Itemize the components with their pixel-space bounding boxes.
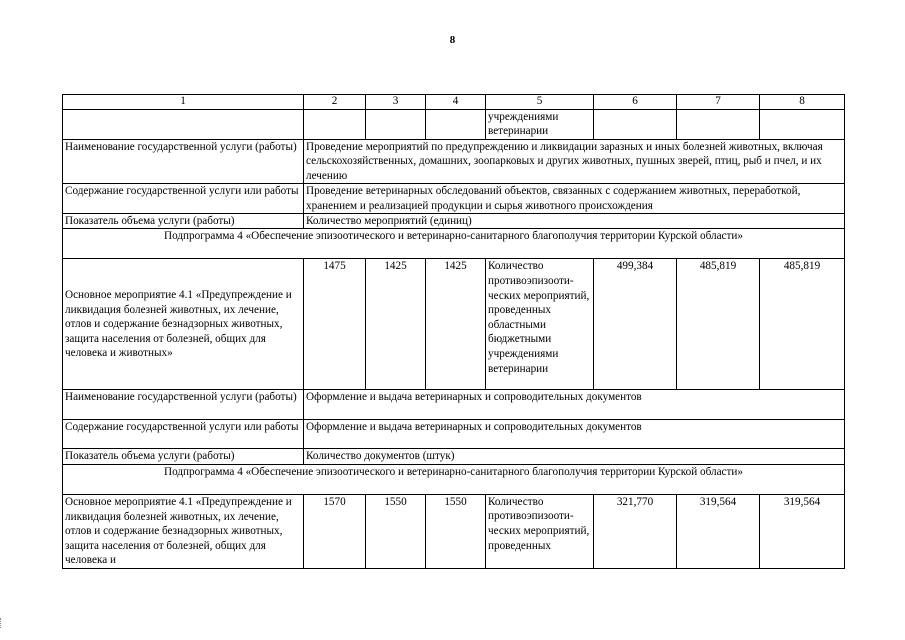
continued-cell-2 xyxy=(304,110,366,140)
continued-indicator: учреждениями ветеринарии xyxy=(486,110,594,140)
service-content-value: Проведение ветеринарных обследований объектов, связанных с содержанием животных, переработкой, хранением и реализацией продукции и сырья животного происхождения xyxy=(304,184,845,214)
service-content-label: Содержание государственной услуги или работы xyxy=(63,420,304,449)
measure-title: Основное мероприятие 4.1 «Предупреждение и ликвидация болезней животных, их лечение, отлов и содержание безнадзорных животных, защита населения от болезней, общих для человека и животных» xyxy=(63,259,304,390)
continued-cell-4 xyxy=(426,110,486,140)
service-name-row xyxy=(63,390,845,420)
continued-cell-6 xyxy=(594,110,677,140)
subprogram-row xyxy=(63,464,845,494)
measure-value-col7: 319,564 xyxy=(677,494,760,568)
col-header-1: 1 xyxy=(63,95,304,110)
continued-cell-7 xyxy=(677,110,760,140)
service-content-label: Содержание государственной услуги или работы xyxy=(63,184,304,214)
service-content-row xyxy=(63,184,845,214)
continued-cell-8 xyxy=(760,110,845,140)
col-header-2: 2 xyxy=(304,95,366,110)
measure-value-col3: 1425 xyxy=(366,259,426,390)
measure-value-col7: 485,819 xyxy=(677,259,760,390)
column-number-row xyxy=(63,95,845,110)
measure-value-col6: 499,384 xyxy=(594,259,677,390)
measure-value-col4: 1550 xyxy=(426,494,486,568)
measure-value-col4: 1425 xyxy=(426,259,486,390)
service-volume-value: Количество мероприятий (единиц) xyxy=(304,214,845,229)
service-volume-label: Показатель объема услуги (работы) xyxy=(63,449,304,464)
continued-cell-3 xyxy=(366,110,426,140)
scan-artifact xyxy=(0,618,5,628)
page-number: 8 xyxy=(449,34,456,46)
service-name-value: Оформление и выдача ветеринарных и сопроводительных документов xyxy=(304,390,845,420)
service-volume-row xyxy=(63,449,845,464)
service-name-value: Проведение мероприятий по предупреждению и ликвидации заразных и иных болезней животных, включая сельскохозяйственных, домашних, зоопарковых и других животных, пушных зверей, птиц, рыб и пчел, и их лечению xyxy=(304,140,845,184)
service-name-label: Наименование государственной услуги (работы) xyxy=(63,390,304,420)
measure-indicator: Количество противоэпизооти-ческих мероприятий, проведенных xyxy=(486,494,594,568)
measure-value-col2: 1570 xyxy=(304,494,366,568)
measure-value-col8: 319,564 xyxy=(760,494,845,568)
service-volume-row xyxy=(63,214,845,229)
subprogram-title: Подпрограмма 4 «Обеспечение эпизоотического и ветеринарно-санитарного благополучия территории Курской области» xyxy=(63,229,845,259)
service-content-row xyxy=(63,420,845,449)
col-header-3: 3 xyxy=(366,95,426,110)
service-name-row xyxy=(63,140,845,184)
col-header-5: 5 xyxy=(486,95,594,110)
continued-cell-1 xyxy=(63,110,304,140)
col-header-6: 6 xyxy=(594,95,677,110)
col-header-7: 7 xyxy=(677,95,760,110)
service-content-value: Оформление и выдача ветеринарных и сопроводительных документов xyxy=(304,420,845,449)
measure-value-col3: 1550 xyxy=(366,494,426,568)
budget-table xyxy=(62,94,845,569)
measure-row xyxy=(63,494,845,568)
continued-row xyxy=(63,110,845,140)
col-header-4: 4 xyxy=(426,95,486,110)
service-volume-value: Количество документов (штук) xyxy=(304,449,845,464)
col-header-8: 8 xyxy=(760,95,845,110)
subprogram-title: Подпрограмма 4 «Обеспечение эпизоотического и ветеринарно-санитарного благополучия территории Курской области» xyxy=(63,464,845,494)
service-name-label: Наименование государственной услуги (работы) xyxy=(63,140,304,184)
measure-value-col2: 1475 xyxy=(304,259,366,390)
service-volume-label: Показатель объема услуги (работы) xyxy=(63,214,304,229)
measure-value-col8: 485,819 xyxy=(760,259,845,390)
measure-indicator: Количество противоэпизооти-ческих мероприятий, проведенных областными бюджетными учреждениями ветеринарии xyxy=(486,259,594,390)
measure-title: Основное мероприятие 4.1 «Предупреждение и ликвидация болезней животных, их лечение, отлов и содержание безнадзорных животных, защита населения от болезней, общих для человека и xyxy=(63,494,304,568)
subprogram-row xyxy=(63,229,845,259)
measure-row xyxy=(63,259,845,390)
measure-value-col6: 321,770 xyxy=(594,494,677,568)
